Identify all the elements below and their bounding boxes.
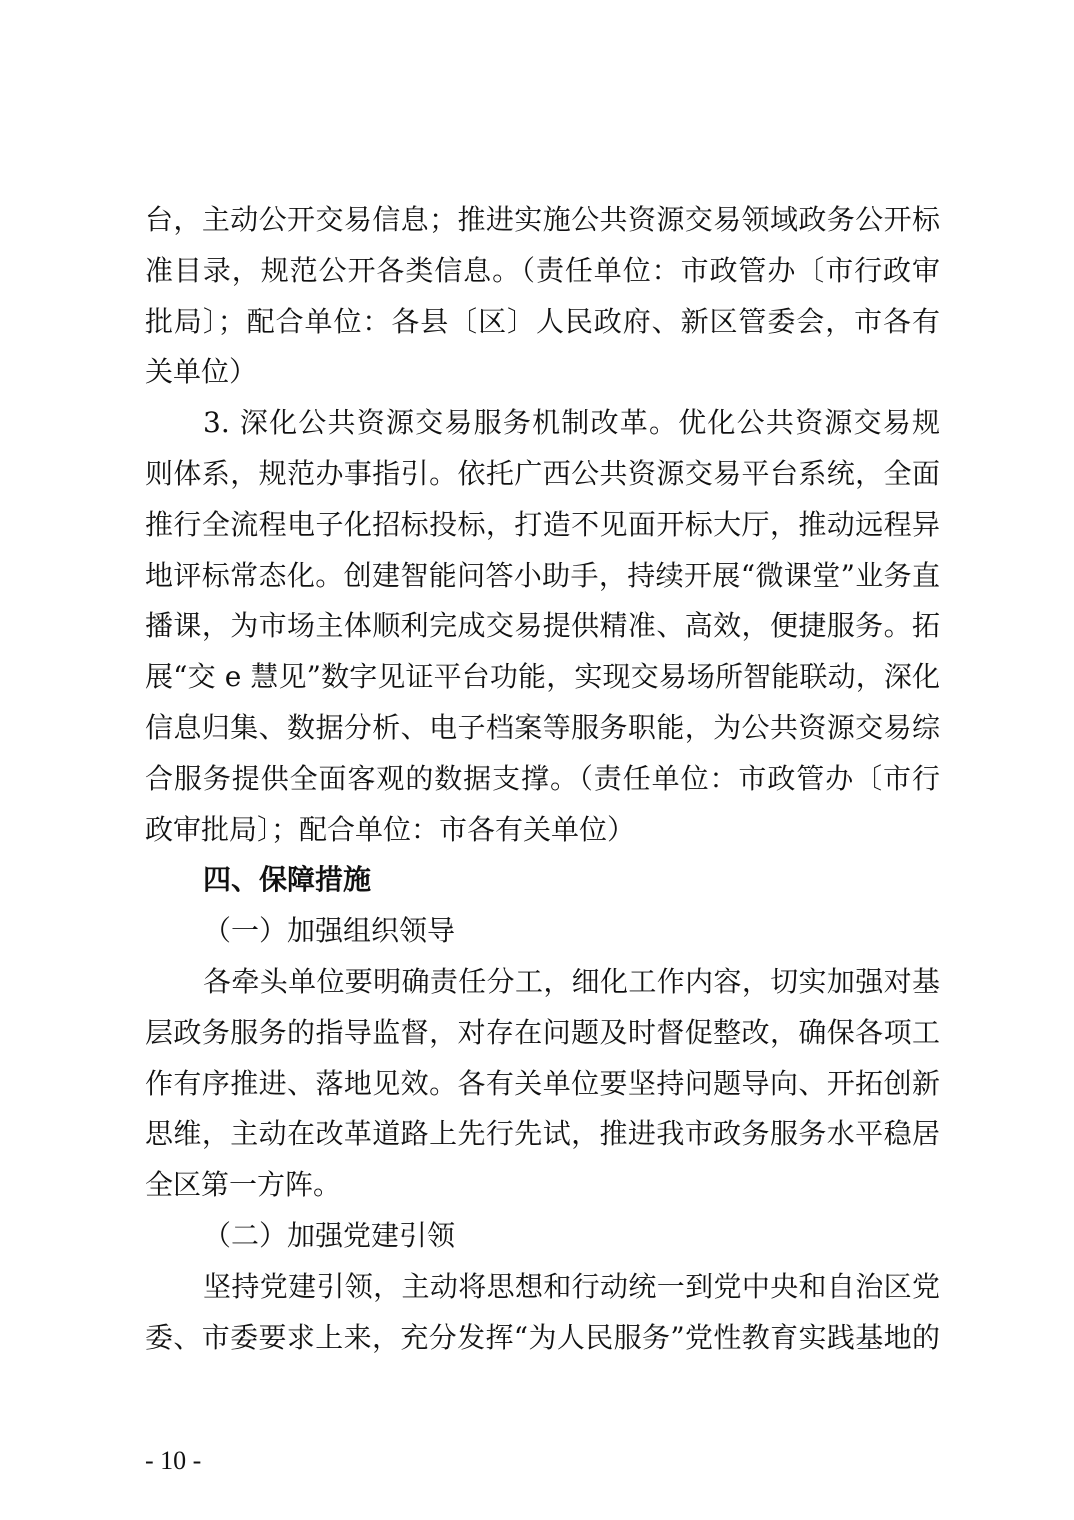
text-line: 批局〕；配合单位：各县〔区〕人民政府、新区管委会，市各有 [145,304,940,338]
text-line: 坚持党建引领，主动将思想和行动统一到党中央和自治区党 [203,1269,940,1303]
text-line: 合服务提供全面客观的数据支撑。（责任单位：市政管办〔市行 [145,761,940,795]
text-line: 全区第一方阵。 [145,1168,342,1202]
document-body [145,195,940,1363]
text-line: 播课，为市场主体顺利完成交易提供精准、高效，便捷服务。拓 [145,609,940,643]
text-line: 推行全流程电子化招标投标，打造不见面开标大厅，推动远程异 [145,507,940,541]
text-line: 则体系，规范办事指引。依托广西公共资源交易平台系统，全面 [145,456,940,490]
text-line: 准目录，规范公开各类信息。（责任单位：市政管办〔市行政审 [145,253,940,287]
text-line: 各牵头单位要明确责任分工，细化工作内容，切实加强对基 [203,964,940,998]
text-line: 政审批局〕；配合单位：市各有关单位） [145,812,636,846]
text-line: 3. 深化公共资源交易服务机制改革。优化公共资源交易规 [203,406,940,440]
text-line: 信息归集、数据分析、电子档案等服务职能，为公共资源交易综 [145,710,940,744]
text-line: 展“交 e 慧见”数字见证平台功能，实现交易场所智能联动，深化 [145,660,940,694]
text-line: 层政务服务的指导监督，对存在问题及时督促整改，确保各项工 [145,1015,940,1049]
text-line: 台，主动公开交易信息；推进实施公共资源交易领域政务公开标 [145,203,940,236]
text-line: 地评标常态化。创建智能问答小助手，持续开展“微课堂”业务直 [145,558,940,592]
text-line: 作有序推进、落地见效。各有关单位要坚持问题导向、开拓创新 [145,1066,940,1100]
section-heading: 四、保障措施 [203,863,372,897]
text-line: 关单位） [145,355,258,389]
page-number: - 10 - [145,1446,202,1475]
text-line: （一）加强组织领导 [203,914,456,948]
text-line: 思维，主动在改革道路上先行先试，推进我市政务服务水平稳居 [145,1117,940,1151]
text-line: （二）加强党建引领 [203,1218,456,1252]
text-line: 委、市委要求上来，充分发挥“为人民服务”党性教育实践基地的 [145,1320,940,1354]
